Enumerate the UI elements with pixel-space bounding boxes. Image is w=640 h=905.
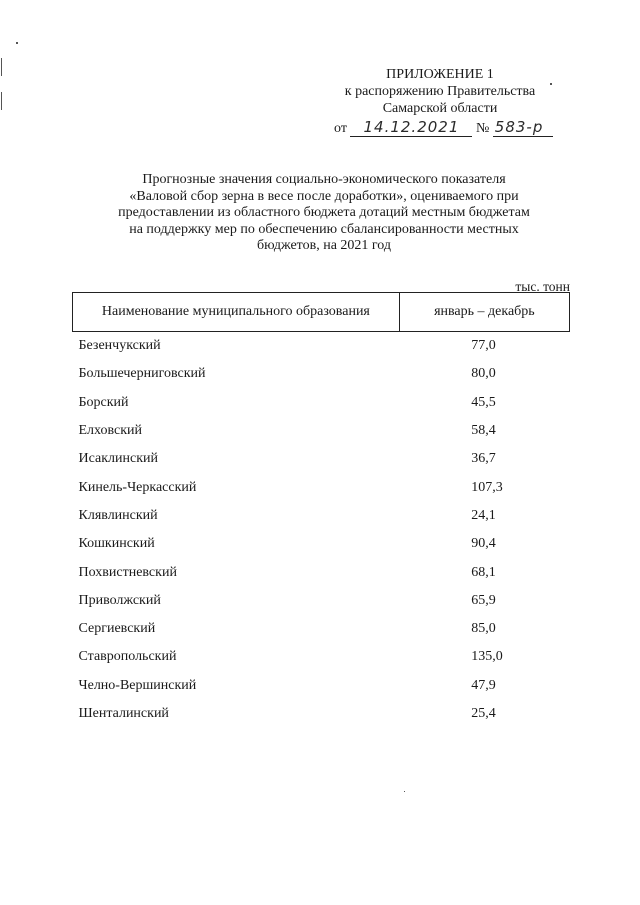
table-header-row	[73, 293, 570, 332]
municipality-name: Безенчукский	[78, 338, 161, 354]
municipality-name: Кошкинский	[78, 536, 155, 552]
scan-speck	[1, 92, 2, 110]
municipality-name: Борский	[78, 394, 129, 410]
harvest-value: 77,0	[471, 338, 496, 354]
harvest-value: 36,7	[471, 451, 496, 467]
appendix-line-2: Самарской области	[382, 101, 498, 116]
document-heading	[96, 172, 552, 255]
table-body	[73, 332, 570, 729]
table-row	[73, 389, 570, 417]
table-row	[73, 445, 570, 473]
scan-speck	[16, 42, 18, 44]
table-row	[73, 502, 570, 530]
table-row	[73, 643, 570, 671]
harvest-value: 58,4	[471, 423, 496, 439]
appendix-block	[320, 66, 560, 117]
handwritten-number: 583-р	[493, 118, 553, 137]
harvest-value: 80,0	[471, 366, 496, 382]
table-row	[73, 587, 570, 615]
municipality-name: Челно-Вершинский	[78, 677, 197, 693]
municipality-name: Большечерниговский	[78, 366, 206, 382]
unit-label: тыс. тонн	[515, 279, 570, 294]
appendix-title: ПРИЛОЖЕНИЕ 1	[386, 67, 494, 82]
harvest-value: 85,0	[471, 621, 496, 637]
harvest-value: 107,3	[471, 479, 503, 495]
heading-line-1: Прогнозные значения социально-экономического показателя	[142, 172, 506, 187]
heading-line-5: бюджетов, на 2021 год	[256, 238, 392, 253]
municipality-name: Ставропольский	[78, 649, 177, 665]
scan-speck	[1, 58, 2, 76]
table-row	[73, 530, 570, 558]
municipality-name: Сергиевский	[78, 621, 156, 637]
table-row	[73, 473, 570, 501]
heading-line-2: «Валовой сбор зерна в весе после доработки», оцениваемого при	[129, 188, 519, 204]
table-row	[73, 360, 570, 388]
date-prefix: от	[334, 121, 347, 136]
municipality-name: Похвистневский	[78, 564, 177, 580]
table-row	[73, 672, 570, 700]
scan-speck	[404, 791, 405, 792]
number-prefix: №	[475, 121, 490, 136]
municipality-name: Клявлинский	[78, 507, 158, 523]
table-row	[73, 332, 570, 361]
appendix-line-1: к распоряжению Правительства	[344, 84, 536, 99]
municipality-name: Шенталинский	[78, 706, 169, 721]
table-row	[73, 417, 570, 445]
harvest-value: 45,5	[471, 394, 496, 410]
indicator-table	[72, 292, 570, 728]
header-period: январь – декабрь	[399, 293, 569, 332]
harvest-value: 47,9	[471, 677, 496, 693]
municipality-name: Приволжский	[78, 592, 161, 608]
table-row	[73, 615, 570, 643]
municipality-name: Елховский	[78, 423, 143, 439]
harvest-value: 90,4	[471, 536, 496, 552]
header-municipality: Наименование муниципального образования	[73, 293, 400, 332]
scan-speck	[550, 83, 552, 85]
table-row	[73, 558, 570, 586]
heading-line-4: на поддержку мер по обеспечению сбалансированности местных	[129, 221, 519, 237]
heading-line-3: предоставлении из областного бюджета дотаций местным бюджетам	[118, 205, 530, 220]
municipality-name: Исаклинский	[78, 451, 158, 467]
handwritten-date: 14.12.2021	[350, 118, 472, 137]
harvest-value: 135,0	[471, 649, 503, 665]
harvest-value: 65,9	[471, 592, 496, 608]
harvest-value: 25,4	[471, 706, 496, 721]
harvest-value: 24,1	[471, 507, 496, 523]
table-row	[73, 700, 570, 728]
municipality-name: Кинель-Черкасский	[78, 479, 197, 495]
harvest-value: 68,1	[471, 564, 496, 580]
decree-reference	[334, 118, 553, 137]
